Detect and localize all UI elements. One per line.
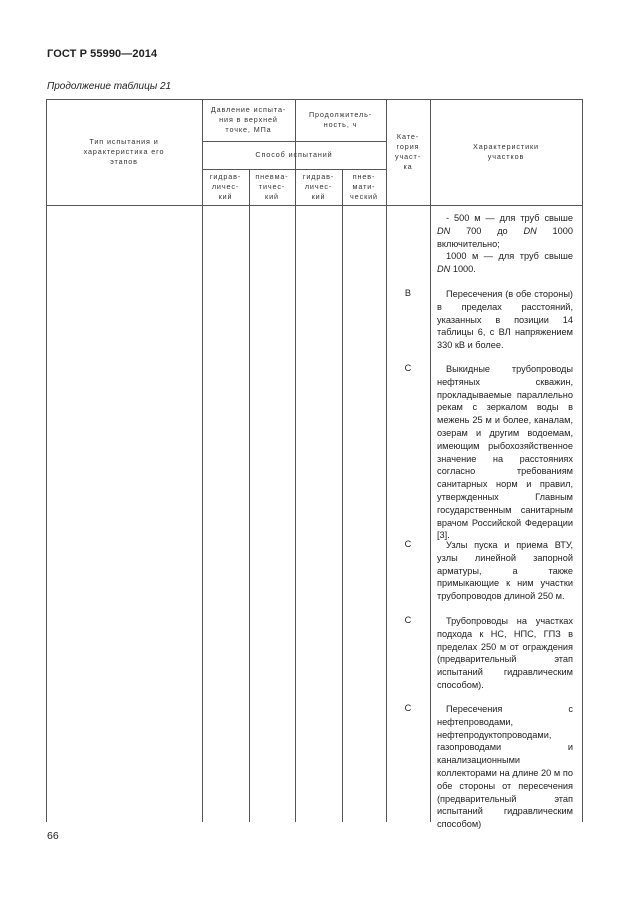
characteristic-cell: Пересечения с нефтепроводами, нефтепродуктопроводами, газопроводами и канализационными коллекторами на длине 20 м по обе стороны от пересечения (предварительный этап испытаний гидравлическим способом)	[437, 704, 573, 830]
col-divider	[202, 99, 203, 822]
col-divider	[295, 99, 296, 822]
document-header: ГОСТ Р 55990—2014	[47, 48, 158, 60]
category-cell: С	[404, 703, 412, 713]
table-caption: Продолжение таблицы 21	[47, 81, 172, 92]
table-border-right	[582, 99, 583, 822]
characteristic-cell: Пересечения (в обе стороны) в пределах расстояний, указанных в позиции 14 таблицы 6, с ВЛ напряжением 330 кВ и более.	[437, 289, 573, 351]
header-test-type: Тип испытания и характеристика его этапов	[83, 137, 165, 166]
characteristic-cell: Трубопроводы на участках подхода к НС, НПС, ГПЗ в пределах 250 м от ограждения (предварительный этап испытаний гидравлическим способом).	[437, 616, 573, 690]
header-hydraulic-pressure: гидрав- личес- кий	[209, 172, 242, 201]
category-cell: С	[404, 615, 412, 625]
characteristic-line: - 500 м — для труб свыше DN 700 до DN 1000 включительно;	[437, 213, 573, 249]
col-divider	[249, 169, 250, 822]
header-pneumatic-pressure: пневма- тичес- кий	[255, 172, 289, 201]
table-body	[386, 99, 582, 830]
header-pneumatic-duration: пнев- мати- ческий	[350, 172, 378, 201]
table-row	[437, 212, 573, 276]
col-divider	[342, 169, 343, 822]
category-cell: В	[404, 288, 412, 298]
header-pressure: Давление испыта- ния в верхней точке, МПа	[210, 105, 287, 134]
data-table	[46, 99, 582, 830]
characteristic-cell: Выкидные трубопроводы нефтяных скважин, прокладываемые параллельно рекам с зеркалом воды в межень 25 м и более, каналам, озерам и другим водоемам, имеющим рыбохозяйственное значение на расстояниях согласно требованиям санитарных норм и правил, утвержденных Главным государственным санитарным врачом Российской Федерации [3].	[437, 364, 573, 541]
table-border-left	[46, 99, 47, 822]
header-test-method: Способ испытаний	[255, 150, 333, 159]
page-number: 66	[47, 830, 59, 842]
characteristic-line: 1000 м — для труб свыше DN 1000.	[437, 251, 573, 275]
category-cell: С	[404, 363, 412, 373]
characteristic-cell: Узлы пуска и приема ВТУ, узлы линейной запорной арматуры, а также примыкающие к ним участки трубопроводов длиной 250 м.	[437, 540, 573, 602]
header-hydraulic-duration: гидрав- личес- кий	[302, 172, 335, 201]
category-cell: С	[404, 539, 412, 549]
header-duration: Продолжитель- ность, ч	[308, 110, 373, 129]
header-characteristics: Характеристики участков	[473, 142, 539, 161]
header-category: Кате- гория участ- ка	[394, 132, 421, 171]
